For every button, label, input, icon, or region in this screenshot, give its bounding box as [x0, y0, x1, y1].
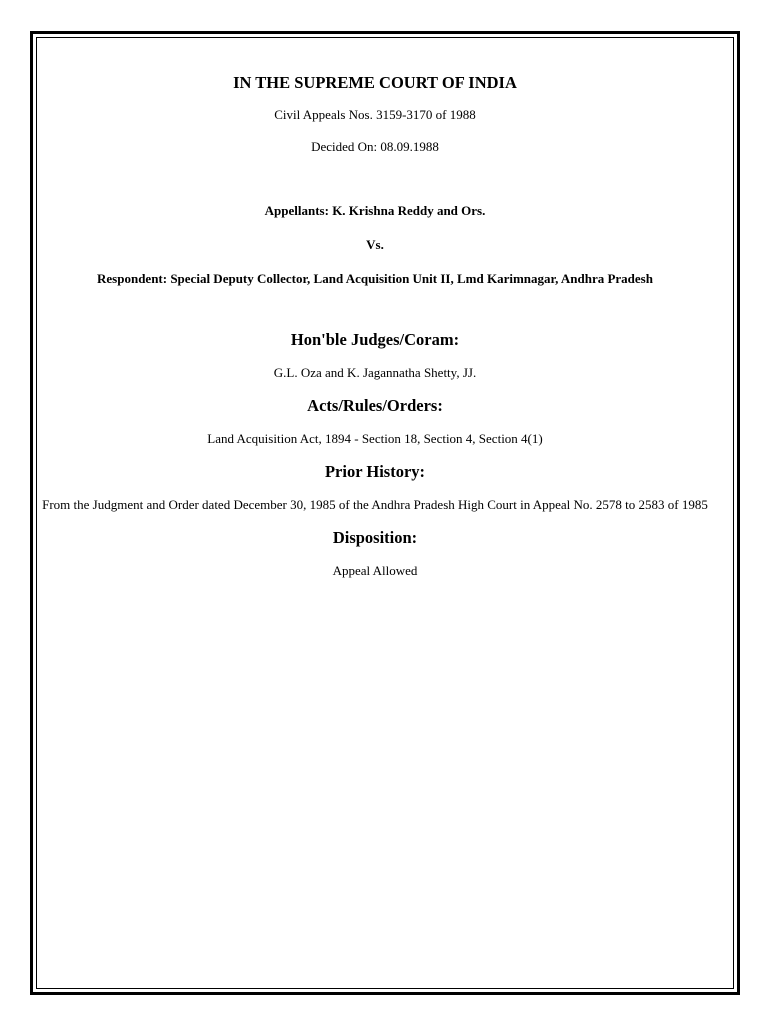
- respondent: Respondent: Special Deputy Collector, Land Acquisition Unit II, Lmd Karimnagar, Andhra Pradesh: [97, 271, 653, 286]
- disposition-text: Appeal Allowed: [332, 563, 418, 578]
- disposition-heading: Disposition:: [332, 528, 418, 547]
- decided-date: Decided On: 08.09.1988: [311, 139, 439, 154]
- document-body: [40, 37, 710, 581]
- appeal-number: Civil Appeals Nos. 3159-3170 of 1988: [274, 107, 476, 122]
- acts-heading: Acts/Rules/Orders:: [307, 396, 443, 415]
- acts-list: Land Acquisition Act, 1894 - Section 18, Section 4, Section 4(1): [207, 431, 543, 446]
- prior-history-heading: Prior History:: [324, 462, 426, 481]
- judges-names: G.L. Oza and K. Jagannatha Shetty, JJ.: [273, 365, 477, 380]
- prior-history-text: From the Judgment and Order dated December 30, 1985 of the Andhra Pradesh High Court in Appeal No. 2578 to 2583 of 1985: [42, 497, 708, 512]
- appellants: Appellants: K. Krishna Reddy and Ors.: [264, 203, 486, 218]
- judges-heading: Hon'ble Judges/Coram:: [290, 330, 460, 349]
- versus: Vs.: [366, 237, 384, 252]
- court-title: IN THE SUPREME COURT OF INDIA: [233, 73, 517, 92]
